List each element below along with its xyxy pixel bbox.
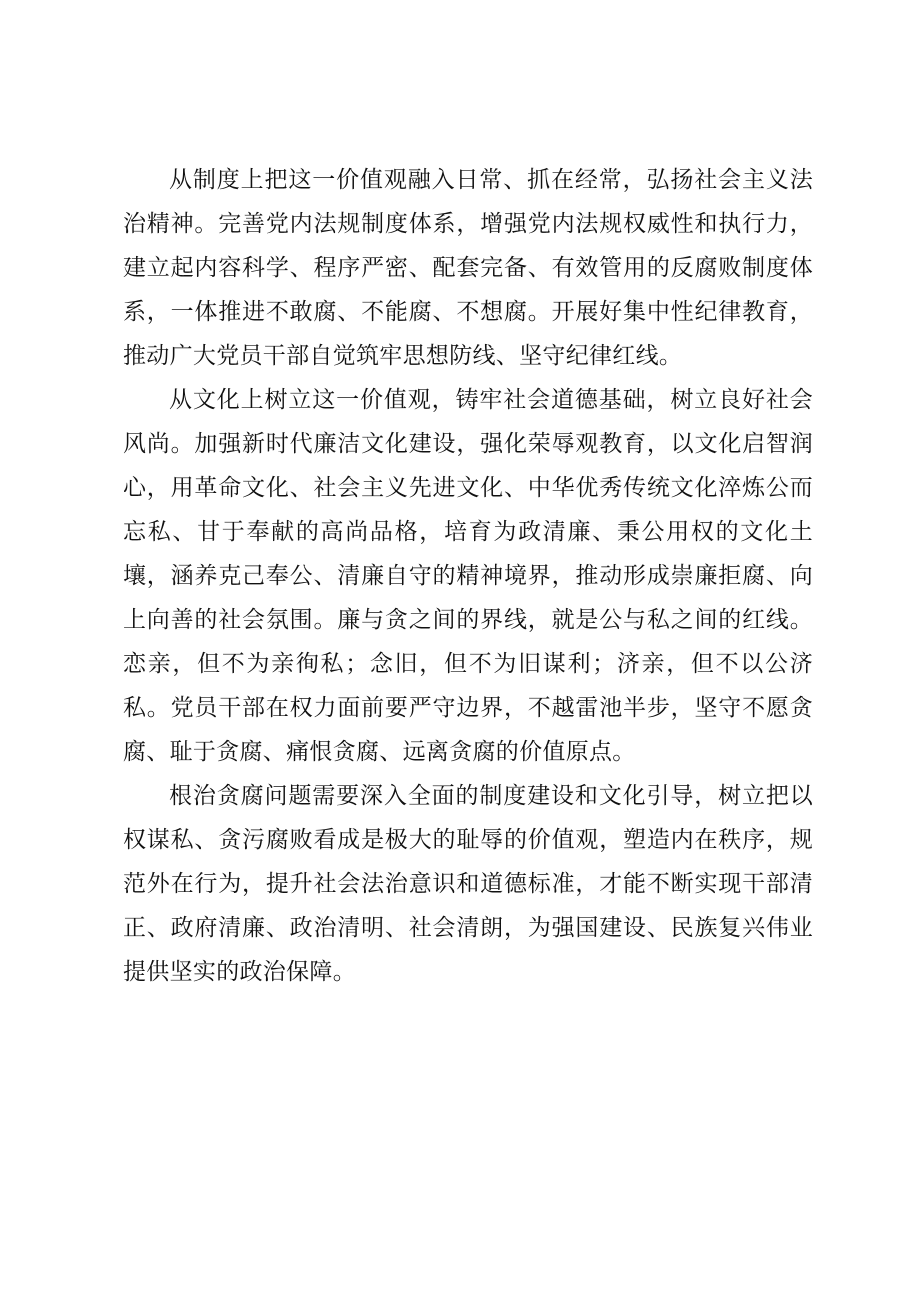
- paragraph-institutional: 从制度上把这一价值观融入日常、抓在经常，弘扬社会主义法治精神。完善党内法规制度体系，增强党内法规权威性和执行力，建立起内容科学、程序严密、配套完备、有效管用的反腐败制度体系，一体推进不敢腐、不能腐、不想腐。开展好集中性纪律教育，推动广大党员干部自觉筑牢思想防线、坚守纪律红线。: [123, 167, 813, 369]
- paragraph-conclusion: 根治贪腐问题需要深入全面的制度建设和文化引导，树立把以权谋私、贪污腐败看成是极大的耻辱的价值观，塑造内在秩序，规范外在行为，提升社会法治意识和道德标准，才能不断实现干部清正、政府清廉、政治清明、社会清朗，为强国建设、民族复兴伟业提供坚实的政治保障。: [123, 783, 813, 985]
- paragraph-cultural: 从文化上树立这一价值观，铸牢社会道德基础，树立良好社会风尚。加强新时代廉洁文化建设，强化荣辱观教育，以文化启智润心，用革命文化、社会主义先进文化、中华优秀传统文化淬炼公而忘私、甘于奉献的高尚品格，培育为政清廉、秉公用权的文化土壤，涵养克己奉公、清廉自守的精神境界，推动形成崇廉拒腐、向上向善的社会氛围。廉与贪之间的界线，就是公与私之间的红线。恋亲，但不为亲徇私；念旧，但不为旧谋利；济亲，但不以公济私。党员干部在权力面前要严守边界，不越雷池半步，坚守不愿贪腐、耻于贪腐、痛恨贪腐、远离贪腐的价值原点。: [123, 387, 813, 765]
- document-body: [123, 158, 813, 994]
